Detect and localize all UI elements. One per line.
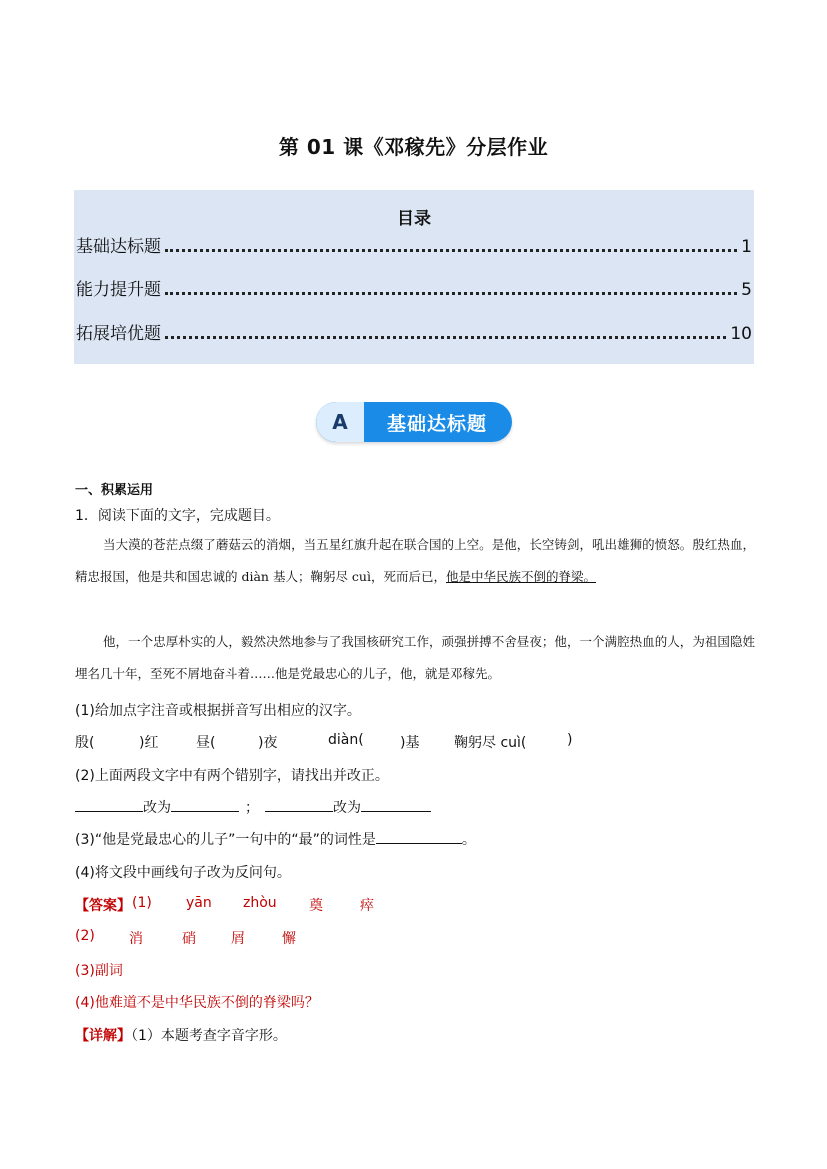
answer-blank[interactable] [171,797,239,812]
question-stem: 1．阅读下面的文字，完成题目。 [75,508,280,524]
answer-blank[interactable] [265,797,333,812]
answer-item: zhòu [243,895,277,911]
answer-line: (3)副词 [75,963,123,979]
section-badge [316,402,512,442]
toc-heading: 目录 [397,209,431,229]
detail-line [75,1025,287,1045]
fill-item: )红 [139,735,159,751]
toc-leader [165,291,737,295]
fill-separator: ； [245,800,259,816]
correction-fill-row [75,797,431,817]
toc-item-page: 10 [730,324,752,344]
answer-tag: 【答案】 [75,898,131,914]
answer-item: 消 [129,931,143,947]
answer-item: 硝 [182,931,196,947]
section-label: 基础达标题 [386,412,487,435]
toc-item-label: 基础达标题 [76,237,161,257]
toc-item-basic[interactable] [76,233,752,257]
sub-question-3 [75,829,476,849]
section-letter: A [316,402,364,442]
sub-question-4: (4)将文段中画线句子改为反问句。 [75,865,291,881]
toc-item-label: 能力提升题 [76,280,161,300]
fill-item: diàn( [328,732,364,748]
toc-leader [165,335,726,339]
fill-item: 殷( [75,735,95,751]
answer-item: 奠 [309,898,323,914]
fill-text: 改为 [333,800,361,816]
table-of-contents [74,190,754,364]
reading-paragraph-1 [75,529,755,593]
answer-item: (1) [132,895,152,911]
answer-item: yān [186,895,212,911]
answer-line: (4)他难道不是中华民族不倒的脊梁吗？ [75,995,319,1011]
fill-item: )基 [400,735,420,751]
reading-paragraph-2: 他，一个忠厚朴实的人，毅然决然地参与了我国核研究工作，顽强拼搏不舍昼夜；他，一个满腔热血的人，为祖国隐姓埋名几十年，至死不屑地奋斗着……他是党最忠心的儿子，他，就是邓稼先。 [75,634,755,681]
page-title: 第 01 课《邓稼先》分层作业 [278,135,549,159]
toc-leader [165,248,737,252]
answer-item: 瘁 [360,898,374,914]
fill-item: ) [567,732,573,748]
answer-item: (2) [75,928,95,944]
sub-question-text: (3)“他是党最忠心的儿子”一句中的“最”的词性是 [75,832,376,848]
answer-item: 屑 [231,931,245,947]
detail-tag: 【详解】 [75,1028,131,1044]
detail-text: （1）本题考查字音字形。 [131,1028,287,1044]
fill-item: 鞠躬尽 cuì( [454,735,527,751]
fill-text: 改为 [143,800,171,816]
sub-question-1: (1)给加点字注音或根据拼音写出相应的汉字。 [75,703,361,719]
toc-item-label: 拓展培优题 [76,324,161,344]
part-heading: 一、积累运用 [75,483,154,498]
fill-item: )夜 [258,735,278,751]
underlined-sentence: 他是中华民族不倒的脊梁。 [445,569,596,584]
paragraph-text: 当大漠的苍茫点缀了蘑菇云的消烟，当五星红旗升起在联合国的上空。是他，长空铸剑，吼出雄狮的愤怒。殷红热血，精忠报国，他是共和国忠诚的 diàn 基人；鞠躬尽 cuì，死而后已， [75,537,755,584]
answer-item: 懈 [282,931,296,947]
toc-item-page: 1 [741,237,752,257]
fill-item: 昼( [196,735,216,751]
toc-item-extension[interactable] [76,320,752,344]
sub-question-text: 。 [461,832,476,848]
answer-blank[interactable] [75,797,143,812]
answer-blank[interactable] [376,829,462,844]
answer-blank[interactable] [361,797,431,812]
toc-item-page: 5 [741,280,752,300]
sub-question-2: (2)上面两段文字中有两个错别字，请找出并改正。 [75,768,389,784]
toc-item-ability[interactable] [76,276,752,300]
